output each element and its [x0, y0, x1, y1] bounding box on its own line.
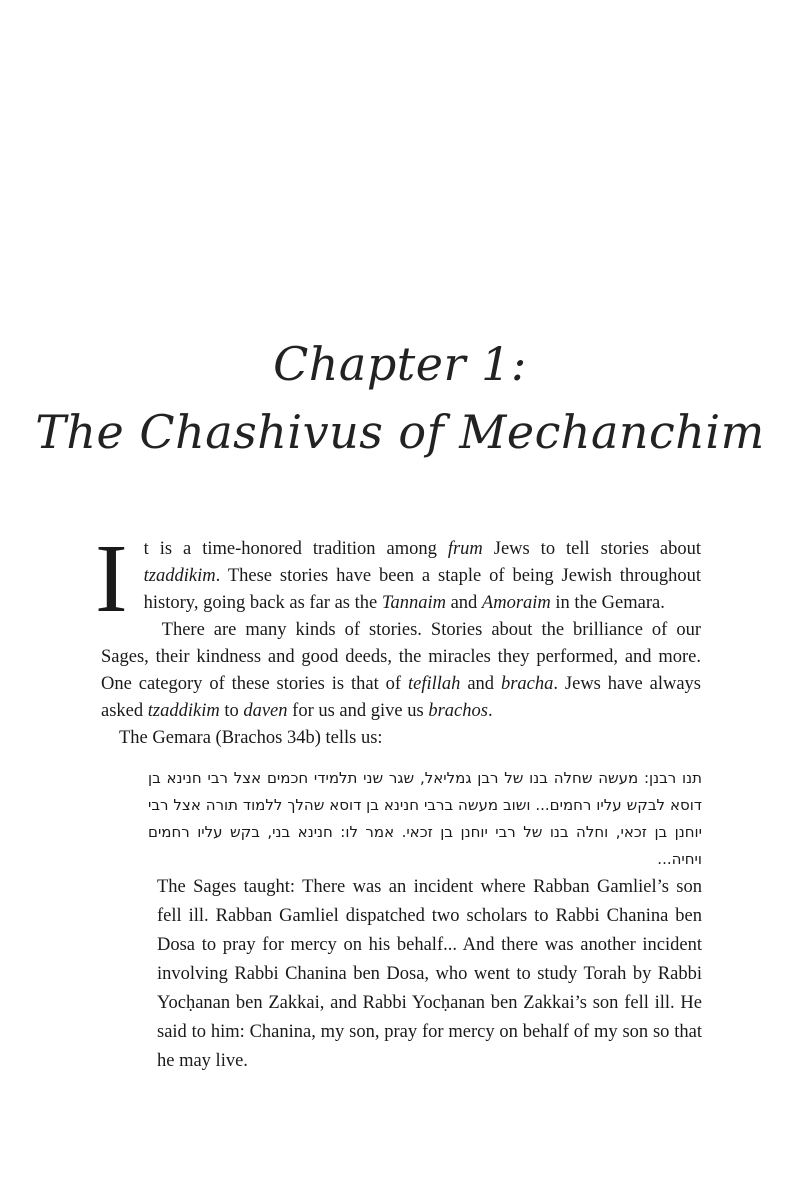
intro-term: tzaddikim	[143, 566, 216, 586]
intro-text: . These stories have been a staple of being Jewish throughout history, going back as far as the	[143, 566, 701, 613]
gemara-intro-paragraph: The Gemara (Brachos 34b) tells us:	[119, 728, 383, 748]
hebrew-quote: תנו רבנן: מעשה שחלה בנו של רבן גמליאל, שגר שני תלמידי חכמים אצל רבי חנינא בן דוסא לבקש עליו רחמים... ושוב מעשה ברבי חנינא בן דוסא שהלך ללמוד תורה אצל רבי יוחנן בן זכאי, וחלה בנו של רבי יוחנן בן זכאי. אמר לו: חנינא בני, בקש עליו רחמים ויחיה...	[148, 769, 702, 868]
paragraph-term: brachos	[428, 701, 488, 721]
intro-text: t is a time-honored tradition among	[143, 539, 448, 559]
intro-text: Jews to tell stories about	[482, 539, 701, 559]
paragraph-term: tefillah	[408, 674, 461, 694]
stories-paragraph	[101, 617, 701, 725]
paragraph-text: .	[487, 701, 493, 721]
intro-term: Tannaim	[381, 593, 446, 613]
chapter-name: The Chashivus of Mechanchim	[35, 405, 765, 459]
paragraph-text: There are many kinds of stories. Stories about the brilliance of our Sages, their kindness and good deeds, the miracles they performed, and more. One category of these stories is that of	[101, 620, 701, 694]
intro-term: Amoraim	[481, 593, 551, 613]
chapter-title	[0, 330, 800, 466]
drop-cap: I	[95, 525, 128, 633]
paragraph-term: bracha	[500, 674, 554, 694]
intro-text: and	[445, 593, 482, 613]
paragraph-text: to	[219, 701, 244, 721]
paragraph-text: and	[460, 674, 501, 694]
paragraph-term: daven	[243, 701, 288, 721]
paragraph-term: tzaddikim	[147, 701, 220, 721]
intro-paragraph	[95, 525, 701, 633]
chapter-number: Chapter 1:	[273, 337, 527, 391]
body-text	[95, 525, 701, 752]
intro-text: in the Gemara.	[550, 593, 665, 613]
intro-term: frum	[447, 539, 483, 559]
paragraph-text: . Jews have always asked	[101, 674, 701, 721]
translation-quote: The Sages taught: There was an incident where Rabban Gamliel’s son fell ill. Rabban Gamliel dispatched two scholars to Rabbi Chanina ben Dosa to pray for mercy on his behalf... And there was another incident involving Rabbi Chanina ben Dosa, who went to study Torah by Rabbi Yocḥanan ben Zakkai, and Rabbi Yocḥanan ben Zakkai’s son fell ill. He said to him: Chanina, my son, pray for mercy on behalf of my son so that he may live.	[157, 877, 702, 1071]
paragraph-text: for us and give us	[287, 701, 429, 721]
